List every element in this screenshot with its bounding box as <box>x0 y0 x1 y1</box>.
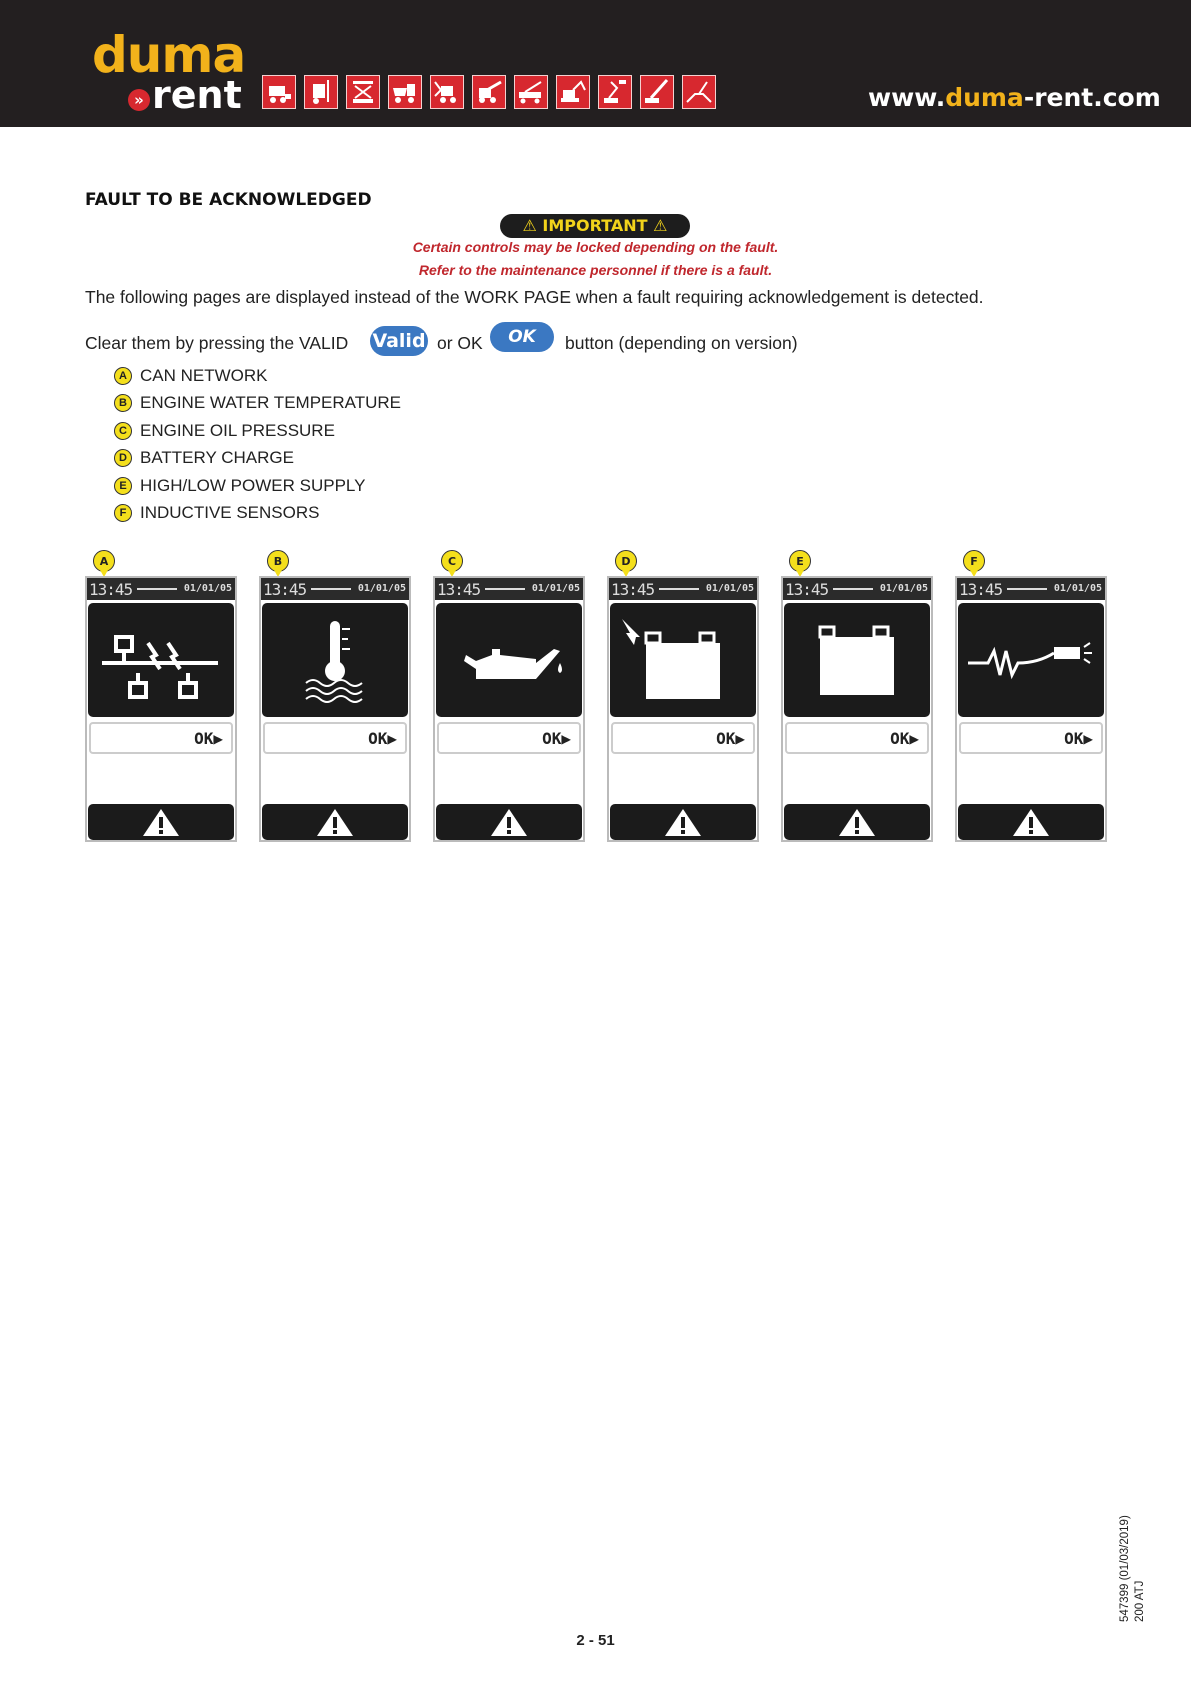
can-network-icon <box>88 603 234 717</box>
fault-screen-f <box>955 550 1107 842</box>
scissor-lift-icon <box>346 75 380 109</box>
display-device <box>85 576 237 842</box>
legend-item <box>114 500 401 528</box>
warning-triangle-icon <box>262 804 408 840</box>
page-header <box>0 0 1191 127</box>
machine-icons-row <box>262 75 716 109</box>
document-reference-line-2: 200 ATJ <box>1134 1580 1146 1622</box>
display-device <box>781 576 933 842</box>
display-time: 13:45 <box>263 580 307 599</box>
articulated-boom-icon <box>598 75 632 109</box>
screen-letter-pin: C <box>441 550 463 572</box>
display-time: 13:45 <box>785 580 829 599</box>
legend-letter-badge: B <box>114 394 132 412</box>
website-url[interactable] <box>868 83 1161 112</box>
logo-chevron-icon: » <box>128 89 150 111</box>
water-temperature-icon <box>262 603 408 717</box>
display-date: 01/01/05 <box>531 583 580 594</box>
display-date: 01/01/05 <box>183 583 232 594</box>
legend-label: CAN NETWORK <box>140 365 268 385</box>
display-ok-label: OK▶ <box>716 729 745 748</box>
display-date: 01/01/05 <box>1053 583 1102 594</box>
important-note-line-2: Refer to the maintenance personnel if there is a fault. <box>418 262 773 278</box>
display-date: 01/01/05 <box>705 583 754 594</box>
display-ok-button <box>263 722 407 754</box>
display-device <box>955 576 1107 842</box>
display-time: 13:45 <box>89 580 133 599</box>
fault-screen-a <box>85 550 237 842</box>
display-warning-bar <box>958 804 1104 840</box>
screen-letter-pin: B <box>267 550 289 572</box>
legend-item <box>114 472 401 500</box>
display-date: 01/01/05 <box>879 583 928 594</box>
warning-triangle-icon <box>958 804 1104 840</box>
telescopic-boom-icon <box>640 75 674 109</box>
display-time: 13:45 <box>959 580 1003 599</box>
fault-screen-e <box>781 550 933 842</box>
display-status-bar <box>435 578 583 600</box>
display-device <box>259 576 411 842</box>
display-status-bar <box>609 578 757 600</box>
display-warning-bar <box>88 804 234 840</box>
display-ok-label: OK▶ <box>368 729 397 748</box>
mini-dumper-icon <box>388 75 422 109</box>
intro-paragraph: The following pages are displayed instead of the WORK PAGE when a fault requiring acknowledgement is detected. <box>85 287 984 307</box>
display-ok-label: OK▶ <box>1064 729 1093 748</box>
battery-icon <box>784 603 930 717</box>
excavator-icon <box>556 75 590 109</box>
button-version-text: button (depending on version) <box>565 333 798 353</box>
page-number: 2 - 51 <box>576 1632 615 1649</box>
display-warning-bar <box>262 804 408 840</box>
screen-letter-pin: F <box>963 550 985 572</box>
document-reference-line-1: 547399 (01/03/2019) <box>1119 1515 1131 1622</box>
inductive-sensor-icon <box>958 603 1104 717</box>
screen-letter-pin: E <box>789 550 811 572</box>
warning-triangle-icon <box>784 804 930 840</box>
display-status-bar <box>261 578 409 600</box>
display-date: 01/01/05 <box>357 583 406 594</box>
display-warning-bar <box>784 804 930 840</box>
display-time: 13:45 <box>611 580 655 599</box>
website-suffix: -rent.com <box>1023 83 1161 112</box>
logo-duma-text: duma <box>92 26 246 84</box>
display-ok-button <box>89 722 233 754</box>
legend-label: ENGINE OIL PRESSURE <box>140 420 335 440</box>
display-status-bar <box>957 578 1105 600</box>
battery-charge-icon <box>610 603 756 717</box>
important-badge <box>500 214 690 238</box>
telehandler-icon <box>472 75 506 109</box>
legend-label: ENGINE WATER TEMPERATURE <box>140 393 402 413</box>
display-time: 13:45 <box>437 580 481 599</box>
legend-item <box>114 390 401 418</box>
legend-letter-badge: A <box>114 367 132 385</box>
logo-rent-text: rent <box>152 73 242 117</box>
spider-lift-icon <box>682 75 716 109</box>
display-warning-bar <box>610 804 756 840</box>
fault-screen-d <box>607 550 759 842</box>
warning-triangle-icon <box>88 804 234 840</box>
or-ok-text: or OK <box>437 333 483 353</box>
display-device <box>607 576 759 842</box>
display-warning-bar <box>436 804 582 840</box>
website-highlight: duma <box>945 83 1024 112</box>
screen-letter-pin: D <box>615 550 637 572</box>
fault-screen-c <box>433 550 585 842</box>
important-label: IMPORTANT <box>542 216 648 235</box>
forklift-icon <box>304 75 338 109</box>
display-ok-label: OK▶ <box>890 729 919 748</box>
display-ok-label: OK▶ <box>542 729 571 748</box>
screen-letter-pin: A <box>93 550 115 572</box>
warning-triangle-icon: ⚠ <box>653 216 668 235</box>
valid-button-graphic: Valid <box>370 326 428 356</box>
legend-label: INDUCTIVE SENSORS <box>140 503 320 523</box>
legend-letter-badge: F <box>114 504 132 522</box>
important-note-line-1: Certain controls may be locked depending on the fault. <box>412 239 779 255</box>
clear-instruction-text: Clear them by pressing the VALID <box>85 333 349 353</box>
backhoe-icon <box>430 75 464 109</box>
legend-letter-badge: C <box>114 422 132 440</box>
website-prefix: www. <box>868 83 946 112</box>
display-device <box>433 576 585 842</box>
warning-triangle-icon <box>610 804 756 840</box>
legend-letter-badge: E <box>114 477 132 495</box>
legend-item <box>114 417 401 445</box>
display-status-bar <box>87 578 235 600</box>
warning-triangle-icon: ⚠ <box>522 216 537 235</box>
oil-can-icon <box>436 603 582 717</box>
section-title: FAULT TO BE ACKNOWLEDGED <box>85 190 372 210</box>
display-status-bar <box>783 578 931 600</box>
warning-triangle-icon <box>436 804 582 840</box>
fault-screen-b <box>259 550 411 842</box>
legend-label: HIGH/LOW POWER SUPPLY <box>140 475 366 495</box>
display-ok-button <box>785 722 929 754</box>
legend-item <box>114 362 401 390</box>
legend-label: BATTERY CHARGE <box>140 448 294 468</box>
skid-steer-icon <box>262 75 296 109</box>
display-ok-label: OK▶ <box>194 729 223 748</box>
document-reference <box>1118 1515 1148 1622</box>
legend-item <box>114 445 401 473</box>
display-ok-button <box>611 722 755 754</box>
fault-legend <box>114 362 401 527</box>
legend-letter-badge: D <box>114 449 132 467</box>
ok-button-graphic: OK <box>490 322 554 352</box>
display-ok-button <box>959 722 1103 754</box>
display-ok-button <box>437 722 581 754</box>
truck-crane-icon <box>514 75 548 109</box>
